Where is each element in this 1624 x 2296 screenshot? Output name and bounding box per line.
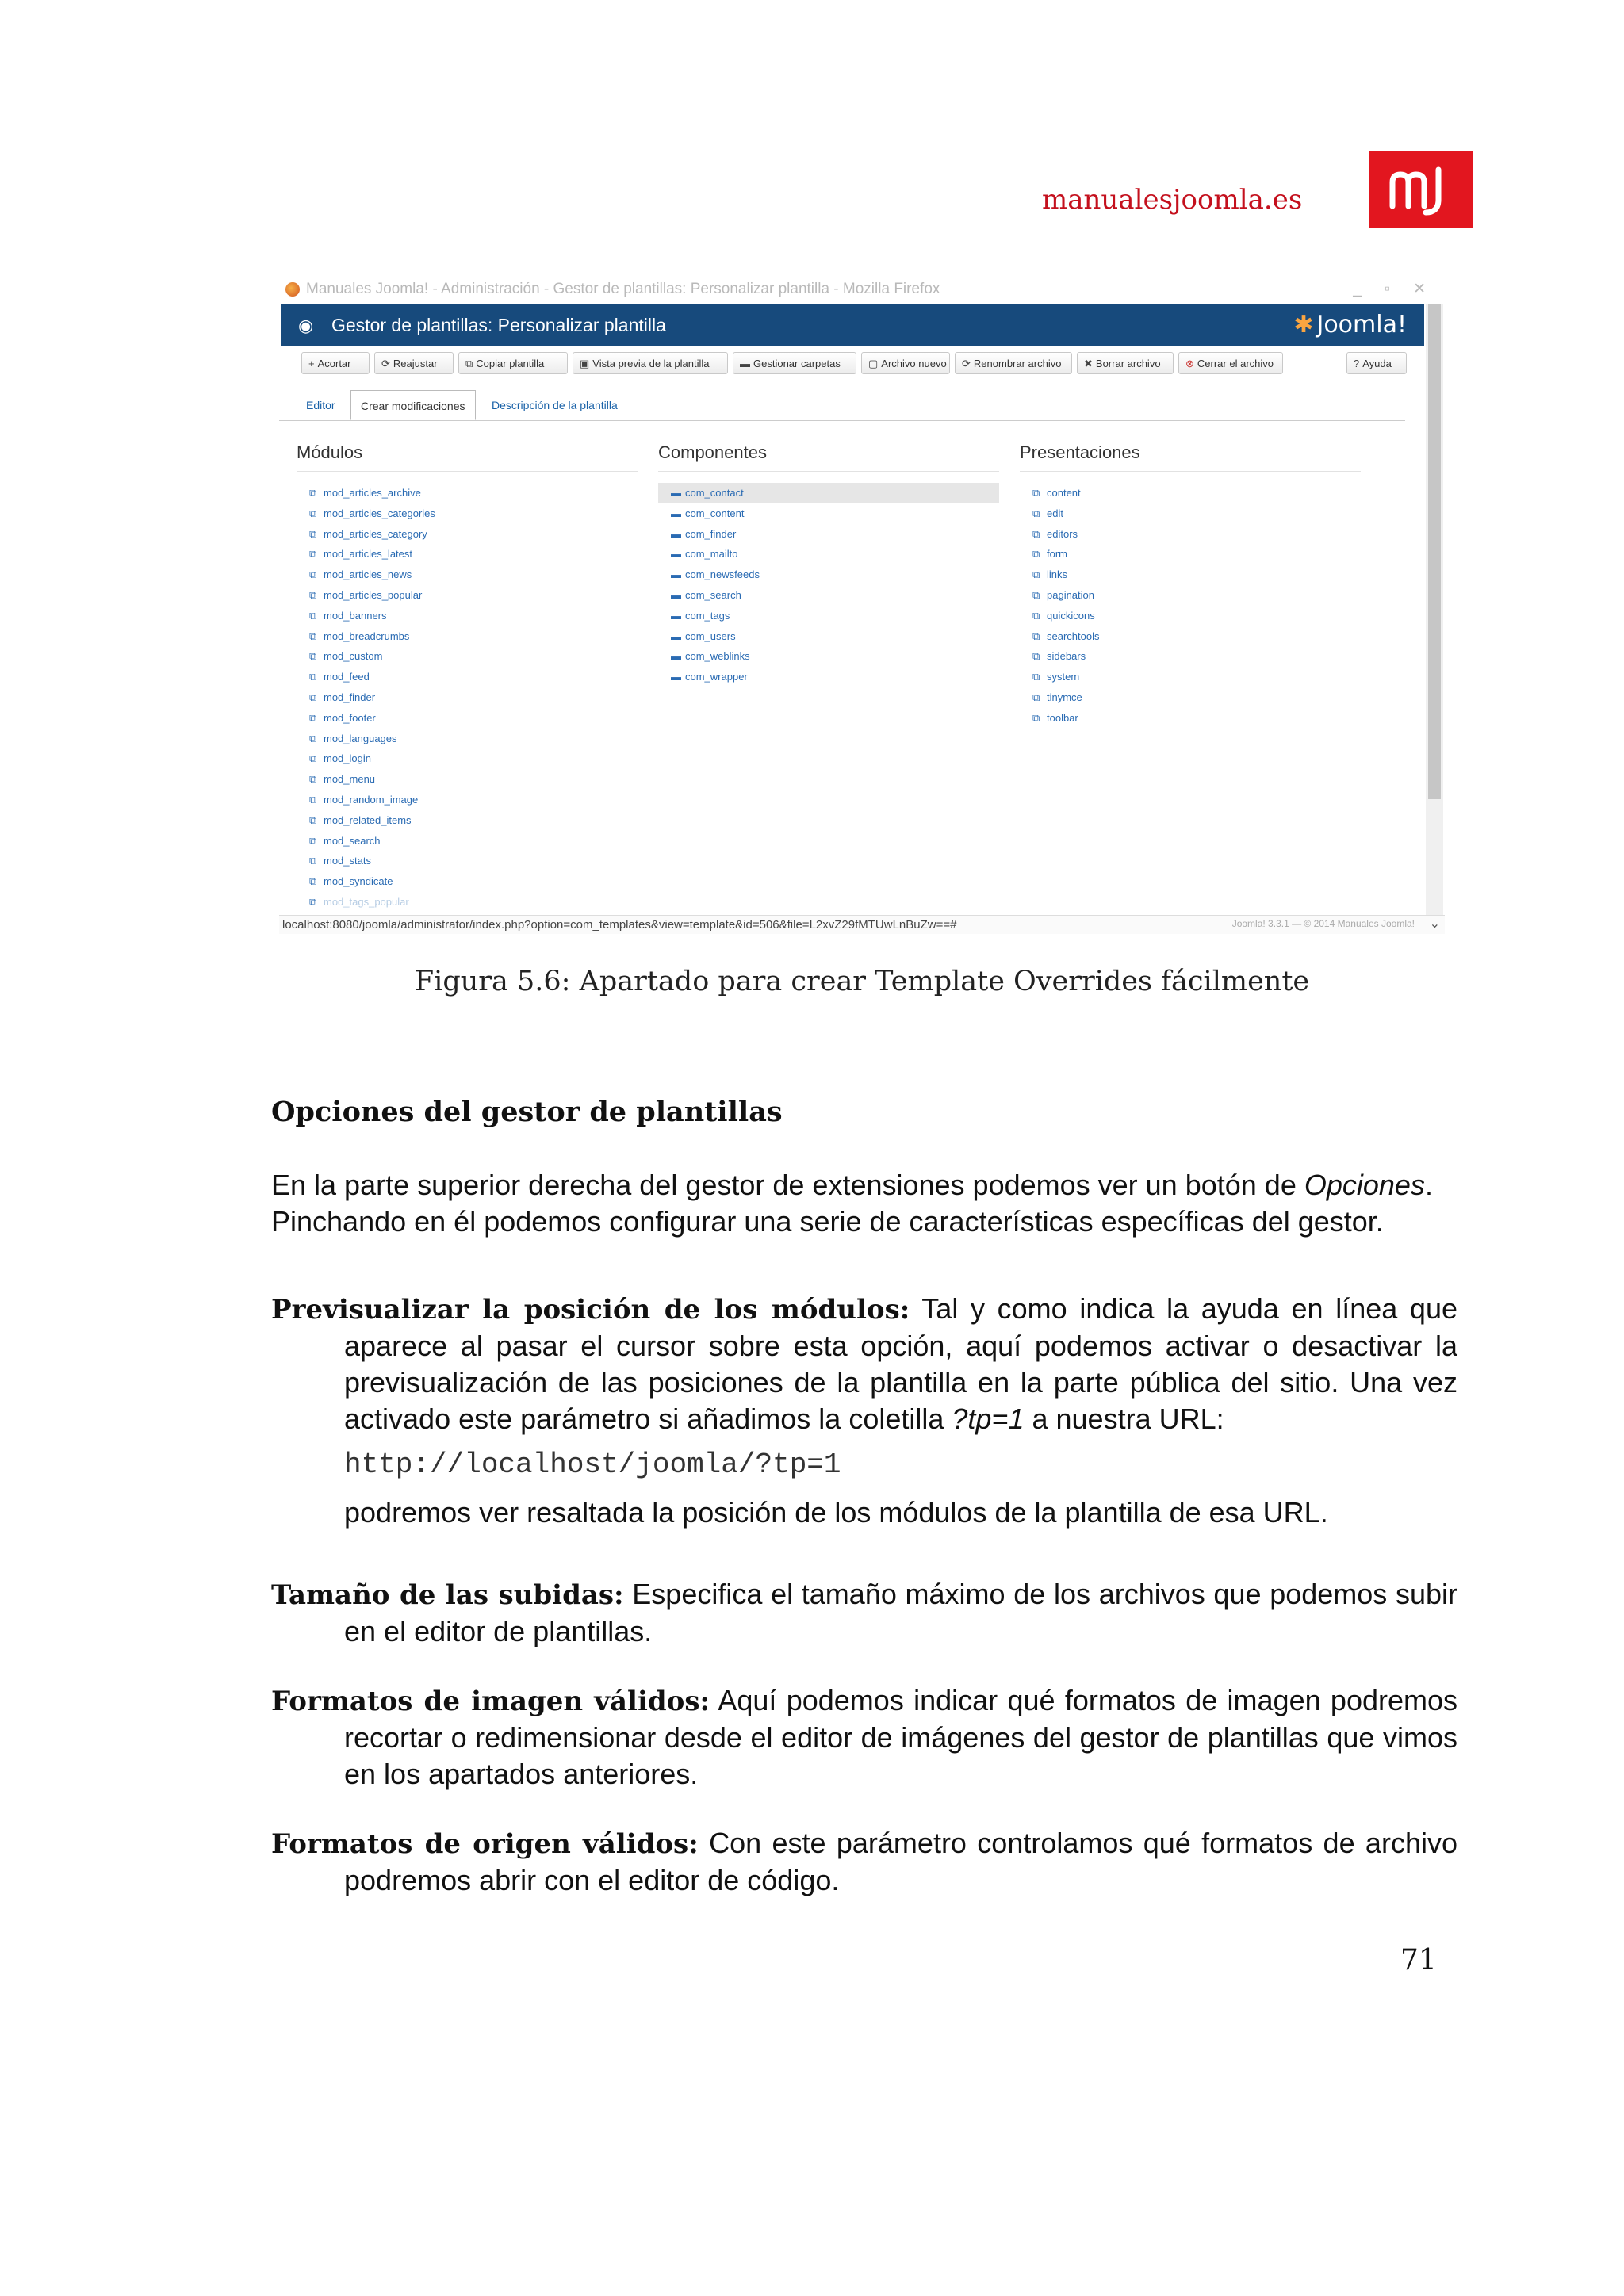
joomla-header — [281, 304, 1424, 346]
site-name[interactable]: manualesjoomla.es — [1042, 184, 1303, 216]
scrollbar-thumb[interactable] — [1428, 304, 1441, 799]
term-label: Tamaño de las subidas: — [271, 1579, 624, 1611]
layout-item-label: tinymce — [1047, 691, 1082, 703]
layout-item-label: quickicons — [1047, 609, 1095, 622]
preview-template-button[interactable]: ▣ Vista previa de la plantilla — [573, 352, 728, 374]
tab-bar — [279, 390, 1424, 422]
copy-icon: ⧉ — [309, 834, 317, 847]
tab-create-overrides[interactable]: Crear modificaciones — [350, 390, 476, 420]
folder-icon: ▬ — [671, 609, 681, 622]
copy-icon: ⧉ — [309, 588, 317, 601]
layout-item[interactable] — [1020, 626, 1361, 647]
delete-file-button[interactable]: ✖ Borrar archivo — [1077, 352, 1174, 374]
module-item[interactable] — [297, 687, 638, 708]
layout-item-label: system — [1047, 671, 1080, 683]
module-item-label: mod_articles_categories — [324, 507, 435, 519]
components-column — [658, 442, 999, 687]
layout-item-label: toolbar — [1047, 711, 1078, 724]
acortar-button[interactable]: + Acortar — [301, 352, 370, 374]
layout-item-label: editors — [1047, 527, 1078, 540]
eye-icon: ◉ — [298, 316, 314, 335]
window-controls[interactable]: _ ▫ ✕ — [1353, 281, 1435, 297]
module-item-label: mod_languages — [324, 732, 397, 744]
copy-icon: ⧉ — [1032, 629, 1040, 642]
layout-item-label: sidebars — [1047, 650, 1086, 663]
module-item[interactable] — [297, 626, 638, 647]
folder-icon: ▬ — [671, 588, 681, 601]
folder-icon: ▬ — [671, 487, 681, 499]
copy-icon: ⧉ — [1032, 568, 1040, 581]
manage-folders-button[interactable]: ▬ Gestionar carpetas — [733, 352, 856, 374]
copy-icon: ⧉ — [309, 691, 317, 703]
layout-item[interactable] — [1020, 483, 1361, 503]
section-title: Opciones del gestor de plantillas — [271, 1096, 783, 1128]
layout-item[interactable] — [1020, 646, 1361, 667]
layout-item[interactable] — [1020, 667, 1361, 687]
component-item-label: com_mailto — [685, 548, 738, 561]
close-circle-icon: ⊗ — [1185, 358, 1194, 369]
image-icon: ▣ — [580, 358, 590, 369]
copy-icon: ⧉ — [309, 895, 317, 908]
component-item-label: com_tags — [685, 609, 730, 622]
module-item[interactable] — [297, 524, 638, 545]
page-number: 71 — [1400, 1944, 1437, 1976]
layout-item[interactable] — [1020, 606, 1361, 626]
module-item-label: mod_menu — [324, 773, 376, 786]
copy-icon: ⧉ — [309, 609, 317, 622]
copy-icon: ⧉ — [309, 629, 317, 642]
module-item-label: mod_related_items — [324, 813, 412, 826]
firefox-icon — [285, 282, 300, 297]
module-item-label: mod_random_image — [324, 793, 419, 806]
folder-icon: ▬ — [671, 548, 681, 561]
component-item[interactable] — [658, 503, 999, 524]
definition-image-formats: Formatos de imagen válidos: Aquí podemos indicar qué formatos de imagen podremos recortar o redimensionar desde el editor de imágenes del gestor de plantillas que vimos en los apartados anteriores. — [271, 1684, 1458, 1790]
refresh-icon: ⟳ — [962, 358, 971, 369]
folder-icon: ▬ — [671, 527, 681, 540]
layout-item-label: pagination — [1047, 588, 1094, 601]
page-title: Gestor de plantillas: Personalizar plantilla — [331, 315, 666, 335]
component-item[interactable] — [658, 544, 999, 564]
definition-source-formats: Formatos de origen válidos: Con este parámetro controlamos qué formatos de archivo podremos abrir con el editor de código. — [271, 1827, 1457, 1896]
copy-icon: ⧉ — [309, 813, 317, 826]
layout-item-label: form — [1047, 548, 1067, 561]
reajustar-button[interactable]: ⟳ Reajustar — [374, 352, 454, 374]
module-item[interactable] — [297, 810, 638, 831]
module-item-label: mod_custom — [324, 650, 383, 663]
help-icon: ? — [1354, 358, 1360, 369]
layout-item[interactable] — [1020, 708, 1361, 729]
module-item-label: mod_breadcrumbs — [324, 629, 410, 642]
component-item[interactable] — [658, 524, 999, 545]
copy-icon: ⧉ — [1032, 588, 1040, 601]
component-item[interactable] — [658, 585, 999, 606]
module-item-label: mod_search — [324, 834, 381, 847]
module-item[interactable] — [297, 769, 638, 790]
code-url[interactable]: http://localhost/joomla/?tp=1 — [344, 1448, 841, 1481]
layout-item-label: edit — [1047, 507, 1063, 519]
copy-icon: ⧉ — [1032, 507, 1040, 519]
component-item[interactable] — [658, 606, 999, 626]
module-item-label: mod_banners — [324, 609, 387, 622]
copy-icon: ⧉ — [309, 711, 317, 724]
module-item-label: mod_tags_popular — [324, 895, 409, 908]
screenshot-figure — [279, 277, 1445, 934]
delete-icon: ✖ — [1084, 358, 1093, 369]
browser-window-title: Manuales Joomla! - Administración - Gestor de plantillas: Personalizar plantilla - Mozilla Firefox — [306, 281, 940, 297]
folder-icon: ▬ — [740, 358, 750, 369]
component-item[interactable] — [658, 483, 999, 503]
module-item[interactable] — [297, 544, 638, 564]
copy-icon: ⧉ — [309, 875, 317, 888]
module-item-label: mod_articles_latest — [324, 548, 412, 561]
layout-item[interactable] — [1020, 524, 1361, 545]
module-item[interactable] — [297, 564, 638, 585]
module-item[interactable] — [297, 851, 638, 871]
module-item-label: mod_login — [324, 752, 371, 765]
folder-icon: ▬ — [671, 629, 681, 642]
copy-icon: ⧉ — [309, 568, 317, 581]
module-item[interactable] — [297, 790, 638, 810]
help-button[interactable]: ? Ayuda — [1346, 352, 1407, 374]
status-url: localhost:8080/joomla/administrator/index.php?option=com_templates&view=template&id=506&file=L2xvZ29fMTUwLnBuZw==# — [282, 918, 957, 932]
components-heading: Componentes — [658, 442, 999, 472]
module-item-label: mod_finder — [324, 691, 376, 703]
tab-divider — [279, 420, 1405, 421]
module-item-label: mod_articles_category — [324, 527, 427, 540]
copy-icon: ⧉ — [1032, 671, 1040, 683]
toolbar — [279, 352, 1424, 376]
copy-icon: ⧉ — [309, 487, 317, 499]
layout-item[interactable] — [1020, 544, 1361, 564]
definition-upload-size: Tamaño de las subidas: Especifica el tamaño máximo de los archivos que podemos subir en el editor de plantillas. — [271, 1578, 1458, 1647]
component-item-label: com_finder — [685, 527, 737, 540]
module-item[interactable] — [297, 892, 638, 913]
copy-icon: ⧉ — [309, 671, 317, 683]
term-label: Previsualizar la posición de los módulos: — [271, 1294, 910, 1326]
layout-item-label: searchtools — [1047, 629, 1100, 642]
copy-icon: ⧉ — [1032, 527, 1040, 540]
close-file-button[interactable]: ⊗ Cerrar el archivo — [1178, 352, 1283, 374]
new-file-button[interactable]: ▢ Archivo nuevo — [861, 352, 950, 374]
component-item[interactable] — [658, 667, 999, 687]
module-item[interactable] — [297, 483, 638, 503]
copy-icon: ⧉ — [1032, 711, 1040, 724]
component-item-label: com_weblinks — [685, 650, 750, 663]
module-item-label: mod_articles_news — [324, 568, 412, 581]
copy-icon: ⧉ — [1032, 650, 1040, 663]
rename-file-button[interactable]: ⟳ Renombrar archivo — [955, 352, 1072, 374]
term-label: Formatos de imagen válidos: — [271, 1686, 710, 1717]
plus-icon: + — [308, 358, 315, 369]
refresh-icon: ⟳ — [381, 358, 390, 369]
module-item[interactable] — [297, 646, 638, 667]
component-item[interactable] — [658, 564, 999, 585]
copy-icon: ⧉ — [1032, 691, 1040, 703]
module-item-label: mod_feed — [324, 671, 370, 683]
status-bar — [279, 915, 1445, 934]
module-item[interactable] — [297, 606, 638, 626]
mj-logo-icon — [1369, 151, 1473, 228]
component-item-label: com_users — [685, 629, 736, 642]
modules-heading: Módulos — [297, 442, 638, 472]
component-item-label: com_content — [685, 507, 745, 519]
copy-icon: ⧉ — [309, 752, 317, 765]
copy-icon: ⧉ — [309, 548, 317, 561]
tab-template-description[interactable]: Descripción de la plantilla — [492, 399, 618, 411]
component-item[interactable] — [658, 626, 999, 647]
component-item-label: com_wrapper — [685, 671, 748, 683]
version-footer: Joomla! 3.3.1 — © 2014 Manuales Joomla! — [1231, 918, 1415, 929]
copy-icon: ⧉ — [465, 358, 473, 369]
layouts-heading: Presentaciones — [1020, 442, 1361, 472]
modules-column — [297, 442, 638, 913]
module-item-label: mod_stats — [324, 855, 371, 867]
copy-icon: ⧉ — [309, 650, 317, 663]
copy-icon: ⧉ — [309, 793, 317, 806]
scrollbar[interactable] — [1426, 304, 1443, 915]
layout-item[interactable] — [1020, 687, 1361, 708]
module-item-label: mod_footer — [324, 711, 376, 724]
module-item[interactable] — [297, 503, 638, 524]
module-item-label: mod_articles_archive — [324, 487, 421, 499]
file-icon: ▢ — [868, 358, 879, 369]
component-item-label: com_search — [685, 588, 741, 601]
intro-paragraph: En la parte superior derecha del gestor de extensiones podemos ver un botón de Opciones. Pinchando en él podemos configurar una serie de características específicas del gestor. — [271, 1169, 1433, 1238]
module-item[interactable] — [297, 871, 638, 892]
copy-icon: ⧉ — [309, 773, 317, 786]
tab-editor[interactable]: Editor — [306, 399, 335, 411]
copy-template-button[interactable]: ⧉ Copiar plantilla — [458, 352, 568, 374]
layout-item[interactable] — [1020, 585, 1361, 606]
copy-icon: ⧉ — [1032, 609, 1040, 622]
layout-item-label: content — [1047, 487, 1081, 499]
site-logo — [1369, 151, 1473, 228]
copy-icon: ⧉ — [309, 732, 317, 744]
module-item[interactable] — [297, 729, 638, 749]
chevron-down-icon[interactable]: ⌄ — [1429, 917, 1440, 931]
module-item[interactable] — [297, 667, 638, 687]
component-item-label: com_newsfeeds — [685, 568, 760, 581]
definition-preview-positions: Previsualizar la posición de los módulos: Tal y como indica la ayuda en línea que aparece al pasar el cursor sobre esta opción, aquí podemos activar o desactivar la previsualización de las posiciones de la plantilla en la parte pública del sitio. Una vez activado este parámetro si añadimos la coletilla ?tp=1 a nuestra URL: http://localhost/joomla/?tp=1 podremos ver resaltada la posición de los módulos de la plantilla de esa URL. — [271, 1292, 1457, 1529]
layout-item[interactable] — [1020, 564, 1361, 585]
layout-item[interactable] — [1020, 503, 1361, 524]
copy-icon: ⧉ — [309, 527, 317, 540]
layout-item-label: links — [1047, 568, 1068, 581]
module-item[interactable] — [297, 585, 638, 606]
module-item[interactable] — [297, 708, 638, 729]
folder-icon: ▬ — [671, 568, 681, 581]
copy-icon: ⧉ — [1032, 548, 1040, 561]
browser-title-bar — [279, 277, 1445, 303]
copy-icon: ⧉ — [309, 507, 317, 519]
module-item[interactable] — [297, 748, 638, 769]
folder-icon: ▬ — [671, 507, 681, 519]
module-item-label: mod_syndicate — [324, 875, 393, 888]
module-item[interactable] — [297, 831, 638, 851]
folder-icon: ▬ — [671, 671, 681, 683]
component-item-label: com_contact — [685, 487, 744, 499]
joomla-star-icon: ✱ — [1293, 311, 1314, 339]
layouts-column — [1020, 442, 1361, 729]
figure-caption: Figura 5.6: Apartado para crear Template Overrides fácilmente — [414, 966, 1310, 997]
component-item[interactable] — [658, 646, 999, 667]
copy-icon: ⧉ — [309, 855, 317, 867]
folder-icon: ▬ — [671, 650, 681, 663]
term-label: Formatos de origen válidos: — [271, 1828, 699, 1860]
joomla-logo[interactable]: ✱ Joomla! — [1293, 311, 1407, 339]
module-item-label: mod_articles_popular — [324, 588, 423, 601]
copy-icon: ⧉ — [1032, 487, 1040, 499]
